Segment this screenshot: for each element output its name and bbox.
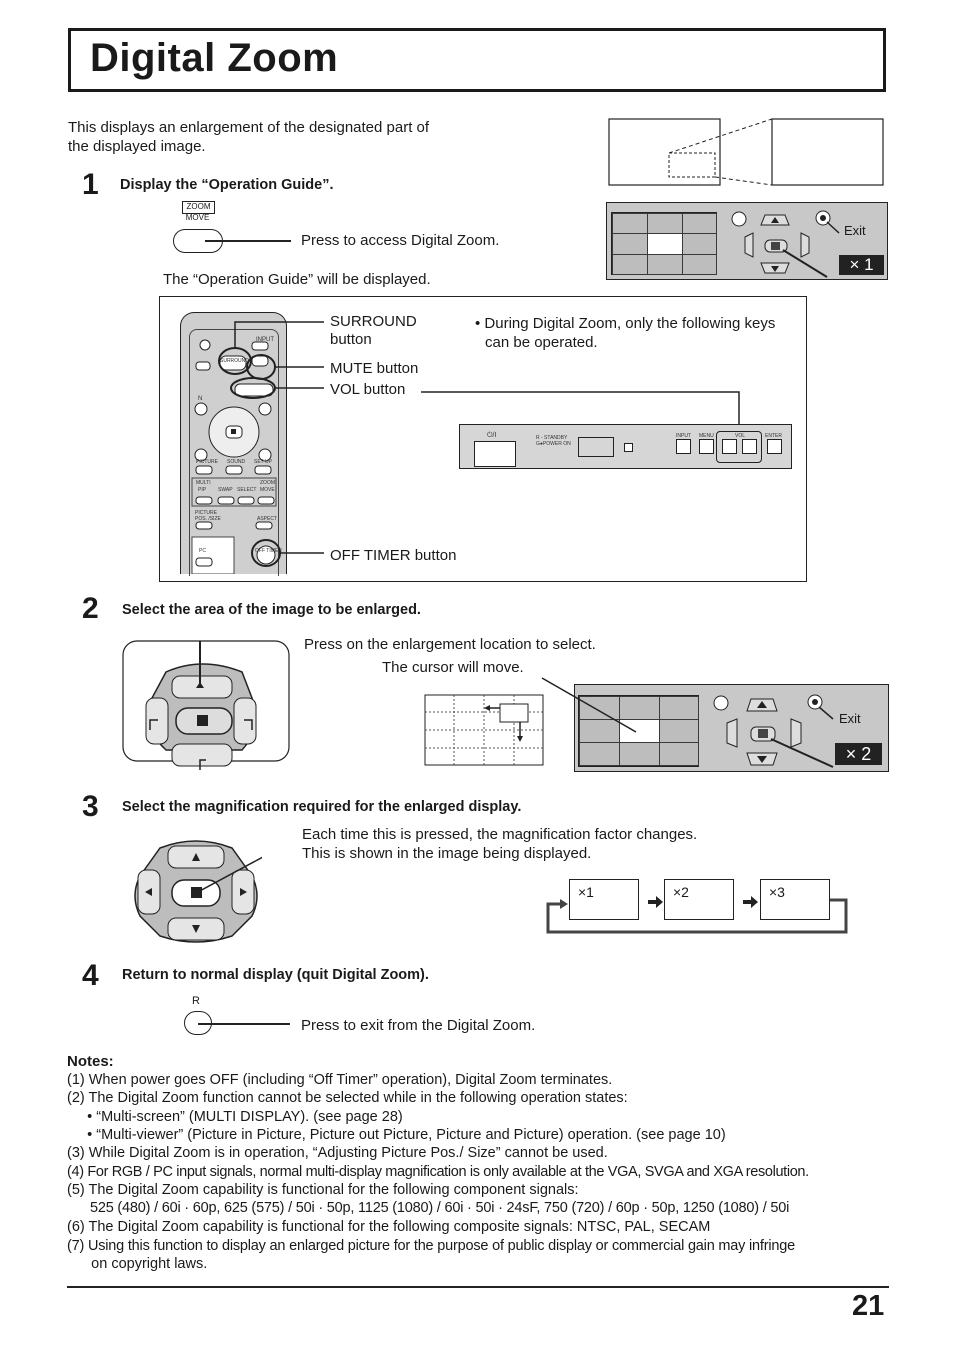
- remote-pc-label: PC: [199, 548, 206, 554]
- tv-power-label: ⏻/I: [487, 432, 497, 439]
- notes-heading: Notes:: [67, 1053, 114, 1070]
- note-5-signals: 525 (480) / 60i · 60p, 625 (575) / 50i · 50p, 1125 (1080) / 60i · 50i · 24sF, 750 (720) / 60p · 50p, 1250 (1080) / 50i: [67, 1200, 790, 1216]
- remote-surround-label: SURROUND: [220, 358, 249, 364]
- remote-sound-label: SOUND: [227, 459, 246, 465]
- magnification-box-x2: ×2: [664, 879, 734, 920]
- note-7-cont: on copyright laws.: [67, 1256, 208, 1272]
- step-3-desc-line-1: Each time this is pressed, the magnification factor changes.: [302, 826, 698, 843]
- surround-label-line-2: button: [330, 331, 372, 348]
- page-number: 21: [852, 1290, 885, 1322]
- mute-label: MUTE button: [330, 360, 419, 377]
- vol-label: VOL button: [330, 381, 406, 398]
- tv-input-label: INPUT: [676, 433, 691, 439]
- step-2-cursor-text: The cursor will move.: [382, 659, 524, 676]
- tv-vol-minus-button: [722, 439, 737, 454]
- step-4-press-text: Press to exit from the Digital Zoom.: [301, 1017, 536, 1034]
- operation-guide-x1: [606, 202, 888, 280]
- remote-n-label: N: [198, 396, 203, 402]
- remote-zoom-label: ZOOM: [260, 480, 275, 486]
- step-2-heading: Select the area of the image to be enlarged.: [122, 602, 421, 618]
- magnification-box-x1: ×1: [569, 879, 639, 920]
- tv-indicator: [624, 443, 633, 452]
- tv-vol-label: VOL: [735, 433, 746, 439]
- step-3-desc-line-2: This is shown in the image being displayed.: [302, 845, 592, 862]
- note-2b: • “Multi-viewer” (Picture in Picture, Picture out Picture, Picture and Picture) operation. (see page 10): [67, 1127, 726, 1143]
- tv-enter-button: [767, 439, 782, 454]
- operation-note-line-2: can be operated.: [485, 334, 598, 351]
- step-1-guide-text: The “Operation Guide” will be displayed.: [163, 271, 431, 288]
- off-timer-label: OFF TIMER button: [330, 547, 457, 564]
- intro-line-1: This displays an enlargement of the designated part of: [68, 119, 430, 136]
- step-1-heading: Display the “Operation Guide”.: [120, 177, 334, 193]
- remote-swap-label: SWAP: [218, 487, 233, 493]
- remote-pos-size-label: POS. /SIZE: [195, 516, 221, 522]
- note-2: (2) The Digital Zoom function cannot be selected while in the following operation states:: [67, 1090, 628, 1106]
- step-1-number: 1: [82, 168, 99, 201]
- tv-standby-label: R - STANDBY: [536, 435, 568, 441]
- remote-picture-label: PICTURE: [196, 459, 218, 465]
- cursor-pad-step2[interactable]: [122, 638, 292, 772]
- footer-rule: [67, 1286, 889, 1288]
- tv-display-window: [578, 437, 614, 457]
- tv-vol-plus-button: [742, 439, 757, 454]
- note-3: (3) While Digital Zoom is in operation, “Adjusting Picture Pos./ Size” cannot be used.: [67, 1145, 608, 1161]
- step-3-heading: Select the magnification required for the enlarged display.: [122, 799, 522, 815]
- surround-label-line-1: SURROUND: [330, 313, 417, 330]
- remote-multi-label: MULTI: [196, 480, 211, 486]
- remote-aspect-label: ASPECT: [257, 516, 278, 522]
- tv-power-on-label: G●POWER ON: [536, 441, 571, 447]
- leader-line: [205, 240, 291, 242]
- note-2a: • “Multi-screen” (MULTI DISPLAY). (see page 28): [67, 1109, 403, 1125]
- cursor-grid-diagram: [424, 694, 546, 768]
- tv-input-button: [676, 439, 691, 454]
- remote-move-label: MOVE: [260, 487, 275, 493]
- tv-enter-label: ENTER: [765, 433, 782, 439]
- note-7: (7) Using this function to display an enlarged picture for the purpose of public display or commercial gain may infringe: [67, 1238, 795, 1254]
- tv-power-button: [474, 441, 516, 467]
- r-key-label: R: [192, 995, 200, 1007]
- magnification-badge-x1: × 1: [839, 255, 884, 275]
- exit-label-x1: Exit: [844, 223, 866, 238]
- remote-pip-label: PIP: [198, 487, 207, 493]
- note-6: (6) The Digital Zoom capability is functional for the following composite signals: NTSC, PAL, SECAM: [67, 1219, 711, 1235]
- page-title: Digital Zoom: [90, 36, 339, 80]
- note-5: (5) The Digital Zoom capability is functional for the following component signals:: [67, 1182, 579, 1198]
- step-1-press-text: Press to access Digital Zoom.: [301, 232, 500, 249]
- magnification-box-x3: ×3: [760, 879, 830, 920]
- step-4-number: 4: [82, 959, 99, 992]
- remote-select-label: SELECT: [237, 487, 257, 493]
- tv-menu-label: MENU: [699, 433, 714, 439]
- intro-line-2: the displayed image.: [68, 138, 206, 155]
- exit-label-x2: Exit: [839, 711, 861, 726]
- r-leader-line: [198, 1023, 290, 1025]
- cursor-pad-step3[interactable]: [130, 836, 262, 946]
- tv-front-panel: [459, 424, 792, 469]
- remote-picture2-label: PICTURE: [195, 510, 217, 516]
- magnification-badge-x2: × 2: [835, 743, 882, 765]
- guide-grid: [611, 212, 717, 275]
- note-4: (4) For RGB / PC input signals, normal multi-display magnification is only available at the VGA, SVGA and XGA resolution.: [67, 1164, 809, 1180]
- step-3-number: 3: [82, 790, 99, 823]
- remote-setup-label: SET UP: [254, 459, 272, 465]
- move-key-label: MOVE: [185, 213, 210, 222]
- zoom-key-label: ZOOM: [182, 201, 215, 214]
- step-2-number: 2: [82, 592, 99, 625]
- step-2-press-text: Press on the enlargement location to select.: [304, 636, 596, 653]
- remote-input-label: INPUT: [256, 337, 274, 343]
- enlargement-diagram: [606, 116, 888, 190]
- tv-menu-button: [699, 439, 714, 454]
- magnification-cycle-arrows: [544, 892, 852, 936]
- cursor-leader-line: [540, 676, 640, 736]
- operation-note-line-1: • During Digital Zoom, only the following keys: [475, 315, 776, 332]
- remote-off-timer-label: OFF TIMER: [255, 548, 282, 554]
- note-1: (1) When power goes OFF (including “Off Timer” operation), Digital Zoom terminates.: [67, 1072, 613, 1088]
- step-4-heading: Return to normal display (quit Digital Zoom).: [122, 967, 429, 983]
